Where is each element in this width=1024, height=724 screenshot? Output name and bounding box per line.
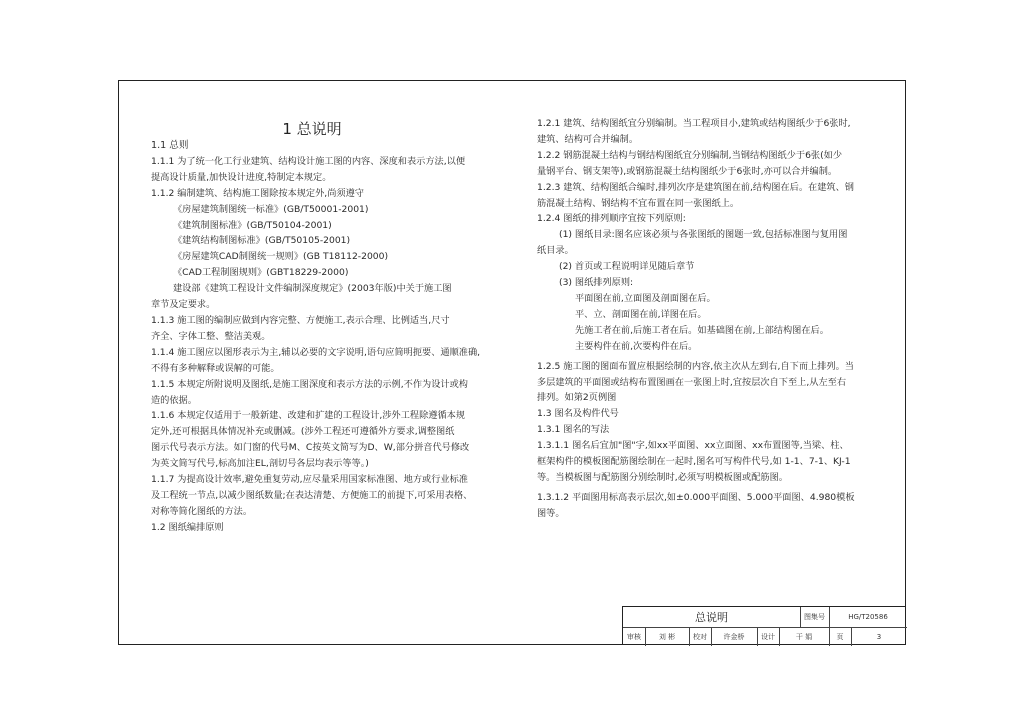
design-label: 设计 [761,632,775,641]
text-line: 定外,还可根据具体情况补充或删减。(涉外工程还可遵循外方要求,调整图纸 [151,426,455,438]
text-line: 齐全、字体工整、整洁美观。 [151,330,271,342]
title-block [622,606,906,645]
text-line: 《建筑制图标准》(GB/T50104-2001) [173,219,332,231]
text-line: 图示代号表示方法。如门窗的代号M、C按英文简写为D、W,部分拼音代号修改 [151,442,470,454]
text-line: 1.1.1 为了统一化工行业建筑、结构设计施工图的内容、深度和表示方法,以便 [151,155,466,167]
text-line: 1.1.2 编制建筑、结构施工图除按本规定外,尚须遵守 [151,187,364,199]
text-line: (1) 图纸目录:图名应该必须与各张图纸的图题一致,包括标准图与复用图 [559,229,848,241]
text-line: 1.1 总则 [151,140,189,151]
text-line: 1.2.2 钢筋混凝土结构与钢结构图纸宜分别编制,当钢结构图纸少于6张(如少 [537,149,843,161]
text-line: 《建筑结构制图标准》(GB/T50105-2001) [173,235,351,247]
text-line: 1.1.6 本规定仅适用于一般新建、改建和扩建的工程设计,涉外工程除遵循本规 [151,410,466,422]
text-line: 1.3.1.2 平面图用标高表示层次,如±0.000平面图、5.000平面图、4.980模板 [537,491,855,503]
page-label: 页 [836,632,844,641]
text-line: 对称等简化图纸的方法。 [151,505,253,517]
text-line: 1.2.1 建筑、结构图纸宜分别编制。当工程项目小,建筑或结构图纸少于6张时, [537,118,851,129]
text-line: 造的依据。 [151,394,197,406]
text-line: (3) 图纸排列原则: [559,277,634,289]
text-line: 1.1.5 本规定所附说明及图纸,是施工图深度和表示方法的示例,不作为设计或构 [151,378,468,390]
design-name: 干 娟 [795,632,813,641]
text-line: 建筑、结构可合并编制。 [537,133,639,145]
drawing-number-label: 图集号 [804,613,825,621]
text-line: 1.2.3 建筑、结构图纸合编时,排列次序是建筑图在前,结构图在后。在建筑、钢 [537,181,854,193]
text-line: 提高设计质量,加快设计进度,特制定本规定。 [151,171,332,183]
text-line: 纸目录。 [537,245,574,257]
text-line: 图等。 [537,507,565,519]
text-line: 多层建筑的平面图或结构布置图画在一张图上时,宜按层次自下至上,从左至右 [537,376,847,388]
text-line: 章节及定要求。 [151,299,216,311]
review-name: 刘 彬 [658,632,676,641]
text-line: 1.2.5 施工图的图面布置应根据绘制的内容,依主次从左到右,自下而上排列。当 [537,360,854,372]
text-line: 《CAD工程制图规则》(GBT18229-2000) [173,267,349,279]
text-line: 排列。如第2页例图 [537,392,617,404]
text-line: 1.2 图纸编排原则 [151,521,224,533]
sheet-title: 总说明 [695,611,728,624]
text-line: 1.2.4 图纸的排列顺序宜按下列原则: [537,213,686,225]
text-line: 1.3.1 图名的写法 [537,424,610,436]
text-line: 平、立、剖面图在前,详图在后。 [575,308,707,320]
text-line: 《房屋建筑制图统一标准》(GB/T50001-2001) [173,203,369,215]
page-number: 3 [876,632,882,641]
text-line: 《房屋建筑CAD制图统一规则》(GB T18112-2000) [173,251,389,263]
text-line: 1.3 图名及构件代号 [537,408,619,420]
text-line: 不得有多种解释或误解的可能。 [151,362,280,374]
text-line: (2) 首页或工程说明详见随后章节 [559,261,695,273]
text-line: 主要构件在前,次要构件在后。 [575,340,698,352]
text-line: 1.1.3 施工图的编制应做到内容完整、方便施工,表示合理、比例适当,尺寸 [151,314,450,326]
text-line: 1.1.4 施工图应以图形表示为主,辅以必要的文字说明,语句应简明扼要、通顺准确, [151,346,481,358]
text-line: 建设部《建筑工程设计文件编制深度规定》(2003年版)中关于施工图 [173,283,452,295]
text-line: 平面图在前,立面图及剖面图在后。 [575,292,716,304]
text-line: 筋混凝土结构、钢结构不宜布置在同一张图纸上。 [537,197,740,209]
text-line: 为英文简写代号,标高加注EL,剖切号各层均表示等等。) [151,458,369,470]
review-label: 审核 [627,632,641,641]
left-text-column [151,138,523,536]
text-line: 量钢平台、钢支架等),或钢筋混凝土结构图纸少于6张时,亦可以合并编制。 [537,165,838,177]
text-line: 1.1.7 为提高设计效率,避免重复劳动,应尽量采用国家标准图、地方或行业标准 [151,474,468,486]
drawing-number: HG/T20586 [848,613,888,621]
text-line: 及工程统一节点,以减少图纸数量;在表达清楚、方便施工的前提下,可采用表格、 [151,489,473,501]
text-line: 先施工者在前,后施工者在后。如基础图在前,上部结构图在后。 [575,324,829,336]
text-line: 框架构件的模板图配筋图绘制在一起时,图名可写构件代号,如 1-1、7-1、KJ-1 [537,456,851,468]
right-text-column [537,116,877,522]
text-line: 等。当模板图与配筋图分别绘制时,必须写明模板图或配筋图。 [537,471,788,483]
text-line: 1.3.1.1 图名后宜加"图"字,如xx平面图、xx立面图、xx布置图等,当梁、柱、 [537,440,849,452]
check-name: 许金桥 [723,632,745,641]
check-label: 校对 [693,632,707,641]
page-title: 1 总说明 [282,120,342,138]
